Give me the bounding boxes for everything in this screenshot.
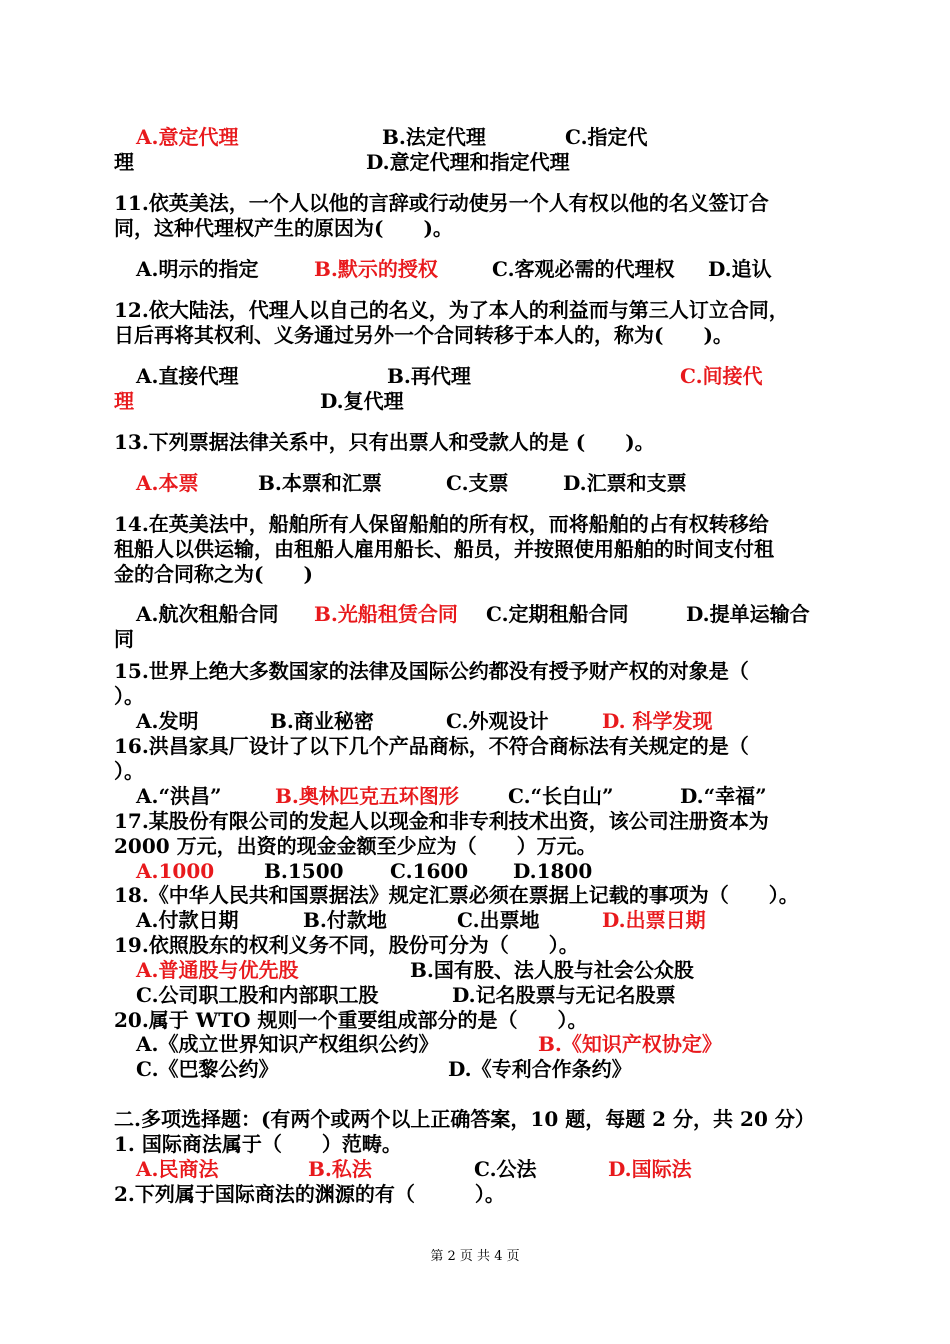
q11-option-a: A.明示的指定: [136, 257, 259, 281]
m1-option-a: A.民商法: [136, 1157, 219, 1181]
q20-option-d: D.《专利合作条约》: [448, 1057, 632, 1081]
q15-stem-line1: 15.世界上绝大多数国家的法律及国际公约都没有授予财产权的对象是（: [114, 659, 749, 683]
q14-option-c: C.定期租船合同: [486, 602, 629, 626]
q14-option-b: B.光船租赁合同: [314, 602, 458, 626]
q19-option-c: C.公司职工股和内部职工股: [136, 983, 379, 1007]
q14-stem-line2: 租船人以供运输，由租船人雇用船长、船员，并按照使用船舶的时间支付租: [114, 537, 774, 561]
q10-option-c-cont: 理: [114, 150, 134, 174]
q11-option-d: D.追认: [708, 257, 772, 281]
m1-option-d: D.国际法: [608, 1157, 692, 1181]
q17-stem-line1: 17.某股份有限公司的发起人以现金和非专利技术出资，该公司注册资本为: [114, 809, 769, 833]
q15-option-a: A.发明: [136, 709, 199, 733]
q17-option-b: B.1500: [264, 859, 344, 883]
q16-option-c: C.“长白山”: [508, 784, 614, 808]
q11-stem-line2: 同，这种代理权产生的原因为( )。: [114, 216, 453, 240]
q10-option-d: D.意定代理和指定代理: [366, 150, 570, 174]
q12-option-c: C.间接代: [680, 364, 763, 388]
section2-heading: 二.多项选择题：(有两个或两个以上正确答案，10 题，每题 2 分，共 20 分）: [114, 1107, 815, 1131]
m1-option-c: C.公法: [474, 1157, 537, 1181]
q19-stem-line1: 19.依照股东的权利义务不同，股份可分为（ ）。: [114, 933, 579, 957]
q16-option-d: D.“幸福”: [680, 784, 767, 808]
q13-option-b: B.本票和汇票: [258, 471, 382, 495]
q15-stem-line2: ）。: [114, 684, 144, 708]
q18-option-b: B.付款地: [303, 908, 387, 932]
q11-option-b: B.默示的授权: [314, 257, 438, 281]
q10-option-a: A.意定代理: [136, 125, 239, 149]
q16-option-a: A.“洪昌”: [136, 784, 222, 808]
q15-option-c: C.外观设计: [446, 709, 549, 733]
q13-option-d: D.汇票和支票: [563, 471, 687, 495]
q15-option-b: B.商业秘密: [270, 709, 374, 733]
q10-option-c: C.指定代: [565, 125, 648, 149]
q14-stem-line3: 金的合同称之为( ): [114, 562, 313, 586]
q15-option-d: D. 科学发现: [602, 709, 713, 733]
q18-option-c: C.出票地: [457, 908, 540, 932]
m2-stem-line1: 2.下列属于国际商法的渊源的有（ ）。: [114, 1182, 505, 1206]
q18-stem-line1: 18.《中华人民共和国票据法》规定汇票必须在票据上记载的事项为（ ）。: [114, 883, 799, 907]
q11-stem-line1: 11.依英美法，一个人以他的言辞或行动使另一个人有权以他的名义签订合: [114, 191, 769, 215]
q17-option-c: C.1600: [390, 859, 469, 883]
q12-option-c-cont: 理: [114, 389, 134, 413]
q20-option-a: A.《成立世界知识产权组织公约》: [136, 1032, 439, 1056]
q20-option-b: B.《知识产权协定》: [538, 1032, 722, 1056]
q17-option-a: A.1000: [136, 859, 215, 883]
q14-option-d-cont: 同: [114, 627, 134, 651]
q13-option-a: A.本票: [136, 471, 199, 495]
q12-stem-line2: 日后再将其权利、义务通过另外一个合同转移于本人的，称为( )。: [114, 323, 733, 347]
q18-option-a: A.付款日期: [136, 908, 239, 932]
m1-stem-line1: 1. 国际商法属于（ ）范畴。: [114, 1132, 402, 1156]
q20-stem-line1: 20.属于 WTO 规则一个重要组成部分的是（ ）。: [114, 1008, 588, 1032]
q16-stem-line2: ）。: [114, 759, 144, 783]
q19-option-b: B.国有股、法人股与社会公众股: [410, 958, 694, 982]
q10-option-b: B.法定代理: [382, 125, 486, 149]
q14-option-a: A.航次租船合同: [136, 602, 279, 626]
q13-stem-line1: 13.下列票据法律关系中，只有出票人和受款人的是 ( )。: [114, 430, 655, 454]
q14-stem-line1: 14.在英美法中，船舶所有人保留船舶的所有权，而将船舶的占有权转移给: [114, 512, 769, 536]
q19-option-d: D.记名股票与无记名股票: [452, 983, 676, 1007]
q17-stem-line2: 2000 万元，出资的现金金额至少应为（ ）万元。: [114, 834, 597, 858]
q16-option-b: B.奥林匹克五环图形: [275, 784, 459, 808]
q12-option-a: A.直接代理: [136, 364, 239, 388]
q20-option-c: C.《巴黎公约》: [136, 1057, 279, 1081]
m1-option-b: B.私法: [308, 1157, 372, 1181]
q12-option-b: B.再代理: [387, 364, 471, 388]
q13-option-c: C.支票: [446, 471, 509, 495]
q11-option-c: C.客观必需的代理权: [492, 257, 675, 281]
q14-option-d: D.提单运输合: [686, 602, 810, 626]
q16-stem-line1: 16.洪昌家具厂设计了以下几个产品商标，不符合商标法有关规定的是（: [114, 734, 749, 758]
q17-option-d: D.1800: [513, 859, 593, 883]
q12-stem-line1: 12.依大陆法，代理人以自己的名义，为了本人的利益而与第三人订立合同，: [114, 298, 789, 322]
q12-option-d: D.复代理: [320, 389, 404, 413]
q18-option-d: D.出票日期: [602, 908, 706, 932]
page-number-footer: 第 2 页 共 4 页: [430, 1249, 520, 1264]
q19-option-a: A.普通股与优先股: [136, 958, 299, 982]
